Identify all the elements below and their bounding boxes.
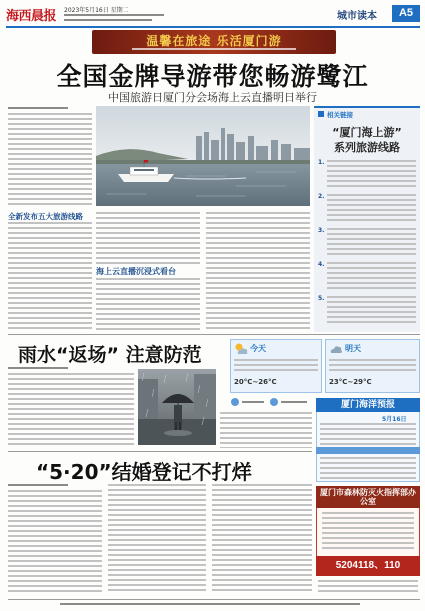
fire-notice-text [322, 512, 414, 552]
page-number-badge: A5 [392, 5, 420, 22]
route-item-text [327, 296, 416, 323]
route-item-number: 4. [318, 261, 325, 268]
route-item-text [327, 160, 416, 187]
cloud-icon [329, 342, 343, 356]
weather-tomorrow-temp: 23°C~29°C [329, 378, 372, 386]
rain-umbrella-photo [138, 369, 216, 445]
fire-notice-title: 厦门市森林防灭火指挥部办公室 [316, 486, 420, 508]
wedding-body-col1 [8, 490, 102, 594]
lead-subhead-livestream: 海上云直播沉浸式看台 [96, 267, 176, 276]
banner-subline [132, 48, 296, 50]
wedding-body-col2 [108, 484, 206, 594]
lead-subheadline: 中国旅游日厦门分会场海上云直播明日举行 [108, 91, 317, 104]
ocean-forecast-date: 5月16日 [382, 416, 407, 423]
banner-title: 温馨在旅途 乐活厦门游 [146, 34, 282, 48]
wedding-headline: “5·20”结婚登记不打烊 [36, 460, 252, 484]
route-item-text [327, 228, 416, 255]
route-item-number: 3. [318, 227, 325, 234]
lead-body-col1a [8, 113, 92, 208]
related-links-tag: 相关链接 [327, 111, 353, 119]
lead-subhead-routes: 全新发布五大旅游线路 [8, 212, 83, 221]
harbor-photo [96, 106, 310, 206]
editor-credits-line2 [64, 19, 152, 21]
weather-tomorrow-text [329, 359, 416, 371]
wedding-byline [8, 484, 68, 486]
rain-headline: 雨水“返场” 注意防范 [18, 344, 202, 366]
wedding-body-col3 [212, 484, 312, 594]
footer-rule [8, 599, 420, 600]
sea-level-icon [270, 398, 278, 406]
route-item-number: 1. [318, 159, 325, 166]
lead-body-col1b [8, 222, 92, 330]
index-icon [231, 398, 239, 406]
route-item-number: 5. [318, 295, 325, 302]
sidebar-title-line2: 系列旅游线路 [334, 141, 400, 154]
route-item-number: 2. [318, 193, 325, 200]
rain-body-col1 [8, 373, 134, 447]
header-rule [6, 26, 420, 28]
tide-rows [320, 423, 416, 445]
editor-credits [64, 14, 164, 16]
sidebar-title-line1: “厦门海上游” [332, 126, 402, 139]
lead-headline: 全国金牌导游带您畅游鹭江 [56, 62, 369, 91]
section-divider [8, 334, 420, 335]
event-banner [92, 30, 336, 54]
rain-byline [8, 367, 68, 369]
ocean-forecast-divider [316, 447, 420, 454]
small-notice [318, 580, 418, 594]
sun-cloud-icon [234, 342, 248, 356]
route-item-text [327, 262, 416, 289]
link-icon [318, 111, 324, 117]
lead-byline [8, 107, 68, 109]
weather-today-label: 今天 [250, 344, 266, 353]
lead-body-col2b [96, 278, 200, 330]
issue-date: 2023年5月16日 星期二 [64, 7, 129, 14]
lead-body-col2a [96, 212, 200, 264]
ocean-forecast-title: 厦门海洋预报 [316, 398, 420, 412]
lead-body-col3 [206, 212, 310, 330]
rain-body-col2 [220, 412, 312, 448]
fire-hotline: 5204118、110 [316, 556, 420, 576]
weather-today-text [234, 359, 318, 371]
route-item-text [327, 194, 416, 221]
section-divider [8, 451, 312, 452]
sea-level-label [281, 401, 307, 403]
weather-tomorrow-label: 明天 [345, 344, 361, 353]
masthead-logo: 海西晨报 [6, 9, 57, 24]
footer-line [60, 603, 360, 605]
tide-rows [320, 457, 416, 479]
index-label [242, 401, 264, 403]
weather-today-temp: 20°C~26°C [234, 378, 277, 386]
section-title: 城市读本 [337, 11, 377, 22]
